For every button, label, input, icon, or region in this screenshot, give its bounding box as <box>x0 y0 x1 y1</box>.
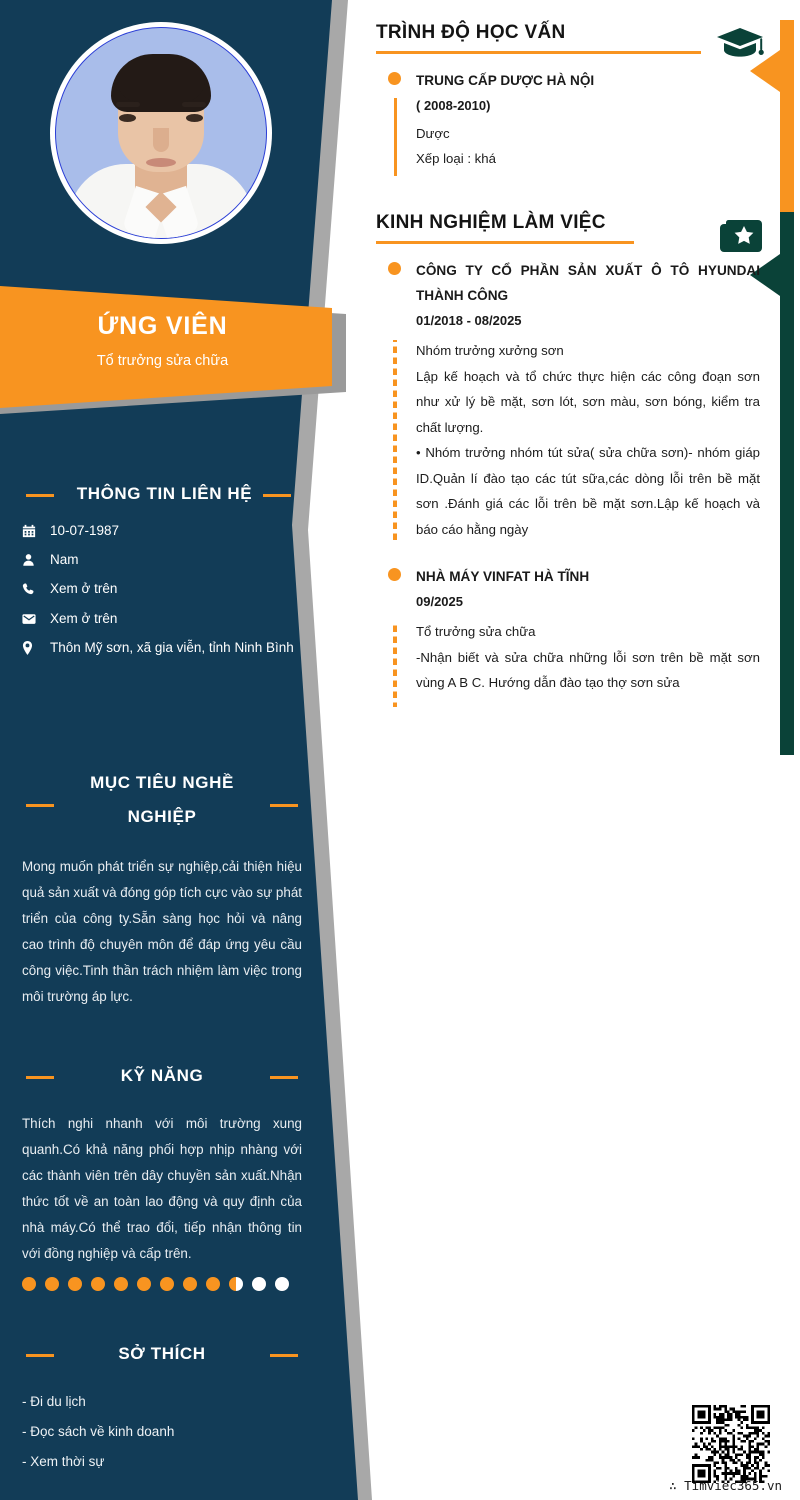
calendar-icon <box>22 524 50 538</box>
dash-left-icon <box>26 804 54 807</box>
company-name: NHÀ MÁY VINFAT HÀ TĨNH <box>416 569 590 584</box>
main-column <box>372 0 800 1500</box>
dotted-line-icon <box>393 621 397 707</box>
list-item <box>22 552 307 568</box>
experience-entry <box>376 258 760 332</box>
section-objective <box>22 766 302 1010</box>
skill-dot <box>137 1277 151 1291</box>
skill-dot <box>91 1277 105 1291</box>
folder-star-icon <box>720 218 764 258</box>
experience-period: 09/2025 <box>416 594 463 609</box>
hobbies-heading-text: SỞ THÍCH <box>118 1344 206 1363</box>
dash-right-icon <box>270 1076 298 1079</box>
list-item: - Đi du lịch <box>22 1394 86 1409</box>
skill-dot <box>160 1277 174 1291</box>
list-item <box>22 611 307 627</box>
skill-rating <box>22 1277 302 1291</box>
objective-heading <box>22 766 302 834</box>
phone-icon <box>22 582 50 596</box>
dotted-line-icon <box>393 340 397 540</box>
desc-line: Lập kế hoạch và tổ chức thực hiện các công đoạn sơn như xử lý bề mặt, sơn lót, sơn màu, sơn bóng, kiểm tra chất lượng. <box>416 368 760 435</box>
graduation-cap-icon <box>716 24 764 64</box>
skill-dot <box>68 1277 82 1291</box>
skills-heading-text: KỸ NĂNG <box>120 1066 204 1085</box>
skills-heading <box>22 1060 302 1091</box>
experience-description-2 <box>376 619 760 696</box>
skill-dot <box>229 1277 243 1291</box>
contact-value: Nam <box>50 552 79 568</box>
dash-left-icon <box>26 1076 54 1079</box>
list-item <box>22 640 307 656</box>
candidate-role: Tổ trưởng sửa chữa <box>96 353 229 369</box>
desc-line: Tổ trưởng sửa chữa <box>416 624 536 639</box>
contact-value: 10-07-1987 <box>50 523 120 538</box>
bullet-icon <box>388 72 401 85</box>
qr-code <box>692 1405 770 1483</box>
experience-entry <box>376 564 716 613</box>
desc-line: • Nhóm trưởng nhóm tút sửa( sửa chữa sơn)- nhóm giáp ID.Quản lí đào tạo các tút sữa,các dòng lỗi trên bề mặt sơn .Đánh giá các lỗi trên bề mặt sơn.Lập kế hoạch và báo cáo hằng ngày <box>416 445 760 537</box>
skill-dot <box>252 1277 266 1291</box>
section-skills <box>22 1060 302 1291</box>
entry-sidebar-line <box>394 98 397 176</box>
contact-heading <box>22 478 307 509</box>
contact-list <box>22 523 307 656</box>
desc-line: Nhóm trưởng xưởng sơn <box>416 343 564 358</box>
objective-heading-line1: MỤC TIÊU NGHỀ <box>90 773 234 792</box>
dash-left-icon <box>26 494 54 497</box>
map-pin-icon <box>22 641 50 655</box>
experience-period: 01/2018 - 08/2025 <box>416 313 522 328</box>
dash-right-icon <box>270 804 298 807</box>
education-heading: TRÌNH ĐỘ HỌC VẤN <box>376 22 566 43</box>
avatar <box>50 22 272 244</box>
education-entry <box>376 68 716 171</box>
list-item <box>22 581 307 597</box>
section-hobbies <box>22 1338 302 1477</box>
skill-dot <box>45 1277 59 1291</box>
skill-dot <box>275 1277 289 1291</box>
education-major: Dược <box>416 126 450 141</box>
contact-value: Xem ở trên <box>50 610 118 626</box>
envelope-icon <box>22 613 50 625</box>
dash-left-icon <box>26 1354 54 1357</box>
experience-description-1 <box>376 338 760 542</box>
skills-text: Thích nghi nhanh với môi trường xung quanh.Có khả năng phối hợp nhịp nhàng với các thành viên trên dây chuyền sản xuất.Nhận thức tốt về an toàn lao động và quy định của nhà máy.Có thể trao đổi, tiếp nhận thông tin với đồng nghiệp và cấp trên. <box>22 1116 302 1261</box>
section-education <box>376 22 716 171</box>
bullet-icon <box>388 262 401 275</box>
school-name: TRUNG CẤP DƯỢC HÀ NỘI <box>416 73 595 88</box>
dash-right-icon <box>270 1354 298 1357</box>
hobby-list <box>22 1387 302 1477</box>
list-item: - Xem thời sự <box>22 1454 105 1469</box>
skill-dot <box>114 1277 128 1291</box>
dash-right-icon <box>263 494 291 497</box>
hobbies-heading <box>22 1338 302 1369</box>
education-grade: Xếp loại : khá <box>416 151 496 166</box>
contact-value: Xem ở trên <box>50 581 118 597</box>
company-name: CÔNG TY CỔ PHẦN SẢN XUẤT Ô TÔ HYUNDAI THÀNH CÔNG <box>416 263 760 303</box>
list-item <box>22 523 307 539</box>
list-item: - Đọc sách về kinh doanh <box>22 1424 175 1439</box>
person-icon <box>22 553 50 567</box>
objective-heading-line2: NGHIỆP <box>127 807 197 826</box>
page-title: ỨNG VIÊN <box>97 312 228 340</box>
brand-label: ∴ Timviec365.vn <box>669 1478 782 1493</box>
experience-heading: KINH NGHIỆM LÀM VIỆC <box>376 212 606 233</box>
experience-rule <box>376 241 634 244</box>
skill-dot <box>22 1277 36 1291</box>
experience-rail <box>780 212 794 755</box>
contact-value: Thôn Mỹ sơn, xã gia viễn, tỉnh Ninh Bình <box>50 639 294 655</box>
objective-text: Mong muốn phát triển sự nghiệp,cải thiện hiệu quả sản xuất và đóng góp tích cực vào sự phát triển của công ty.Sẵn sàng học hỏi và nâng cao trình độ chuyên môn để đáp ứng yêu cầu công việc.Tinh thần trách nhiệm làm việc trong môi trường áp lực. <box>22 859 302 1004</box>
section-experience <box>376 212 760 696</box>
section-contact <box>22 478 307 669</box>
skill-dot <box>206 1277 220 1291</box>
bullet-icon <box>388 568 401 581</box>
education-period: ( 2008-2010) <box>416 98 491 113</box>
contact-heading-text: THÔNG TIN LIÊN HỆ <box>76 484 253 503</box>
desc-line: -Nhận biết và sửa chữa những lỗi sơn trên bề mặt sơn vùng A B C. Hướng dẫn đào tạo thợ sơn sửa <box>416 649 760 690</box>
education-rule <box>376 51 701 54</box>
candidate-portrait <box>55 27 267 239</box>
skill-dot <box>183 1277 197 1291</box>
